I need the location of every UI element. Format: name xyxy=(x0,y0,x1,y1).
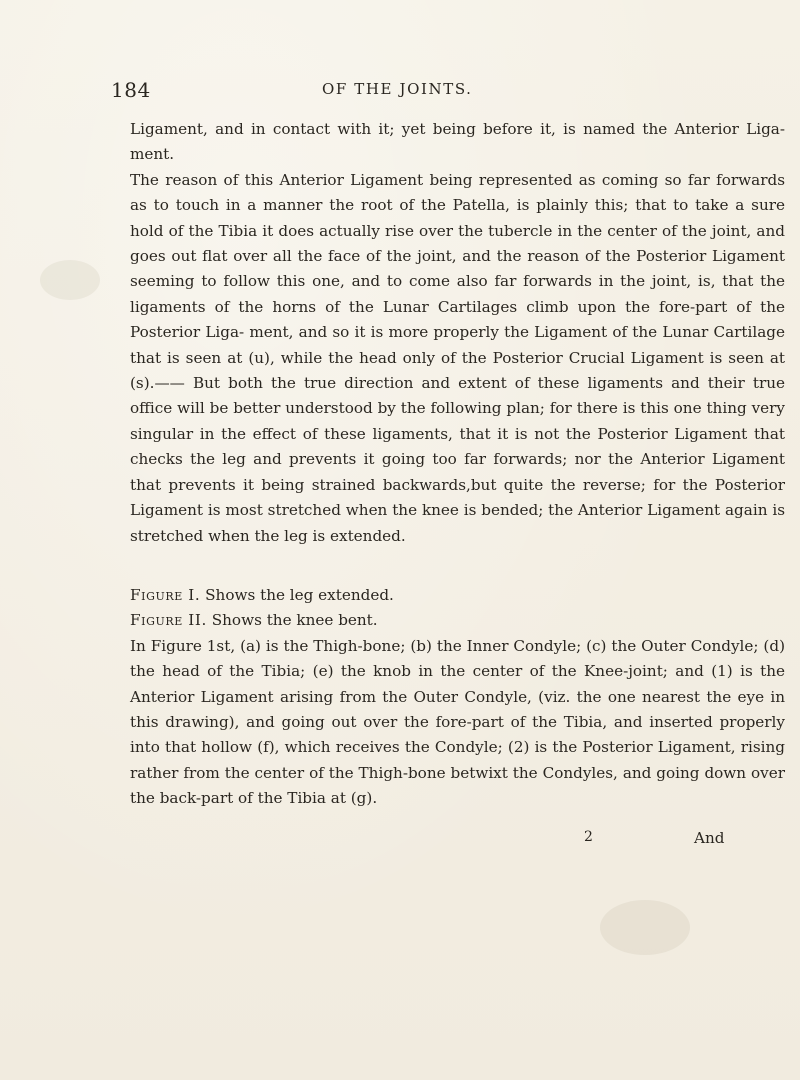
figure-explanation: In Figure 1st, (a) is the Thigh-bone; (b) the Inner Condyle; (c) the Outer Condyle; (d) the head of the Tibia; (e) the knob in the center of the Knee-joint; and (1) is the Anterior Ligament arising from the Outer Condyle, (viz. the one nearest the eye in this drawing), and going out over the fore-part of the Tibia, and inserted properly into that hollow (f), which receives the Condyle; (2) is the Posterior Ligament, rising rather from the center of the Thigh-bone betwixt the Condyles, and going down over the back-part of the Tibia at (g). xyxy=(130,636,785,808)
paragraph-ligaments: The reason of this Anterior Ligament being represented as coming so far forwards as to touch in a manner the root of the Patella, is plainly this; that to take a sure hold of the Tibia it does actually rise over the tubercle in the center of the joint, and goes out flat over all the face of the joint, and the reason of the Posterior Ligament seeming to follow this one, and to come also far forwards in the joint, is, that the ligaments of the horns of the Lunar Cartilages climb upon the fore-part of the Posterior Liga- ment, and so it is more properly the Ligament of the Lunar Cartilage that is seen at (u), while the head only of the Posterior Crucial Ligament is seen at (s).—— But both the true direction and extent of these ligaments and their true office will be better understood by the following plan; for there is this one thing very singular in the effect of these ligaments, that it is not the Posterior Ligament that checks the leg and prevents it going too far forwards; nor the Anterior Ligament that prevents it being strained backwards,but quite the reverse; for the Posterior Ligament is most stretched when the knee is bended; the Anterior Ligament again is stretched when the leg is extended. xyxy=(130,170,785,545)
running-head xyxy=(0,78,800,108)
figure-label: Figure I. xyxy=(130,585,201,604)
figure-description: Shows the leg extended. xyxy=(205,585,394,604)
figure-description: Shows the knee bent. xyxy=(211,611,378,630)
figure-label: Figure II. xyxy=(130,611,207,630)
signature-mark: 2 xyxy=(584,829,593,845)
page-number: 184 xyxy=(111,78,151,102)
paper-stain xyxy=(40,260,100,300)
paper-stain xyxy=(600,900,690,955)
figure-caption-2 xyxy=(130,608,785,633)
figure-caption-1 xyxy=(130,583,785,608)
paragraph-continuation: Ligament, and in contact with it; yet being before it, is named the Anterior Liga- ment. xyxy=(130,120,785,164)
main-text xyxy=(130,117,785,812)
figure-list xyxy=(130,583,785,634)
chapter-title: OF THE JOINTS. xyxy=(322,80,473,98)
page-footer xyxy=(0,829,800,855)
catchword: And xyxy=(694,829,725,847)
